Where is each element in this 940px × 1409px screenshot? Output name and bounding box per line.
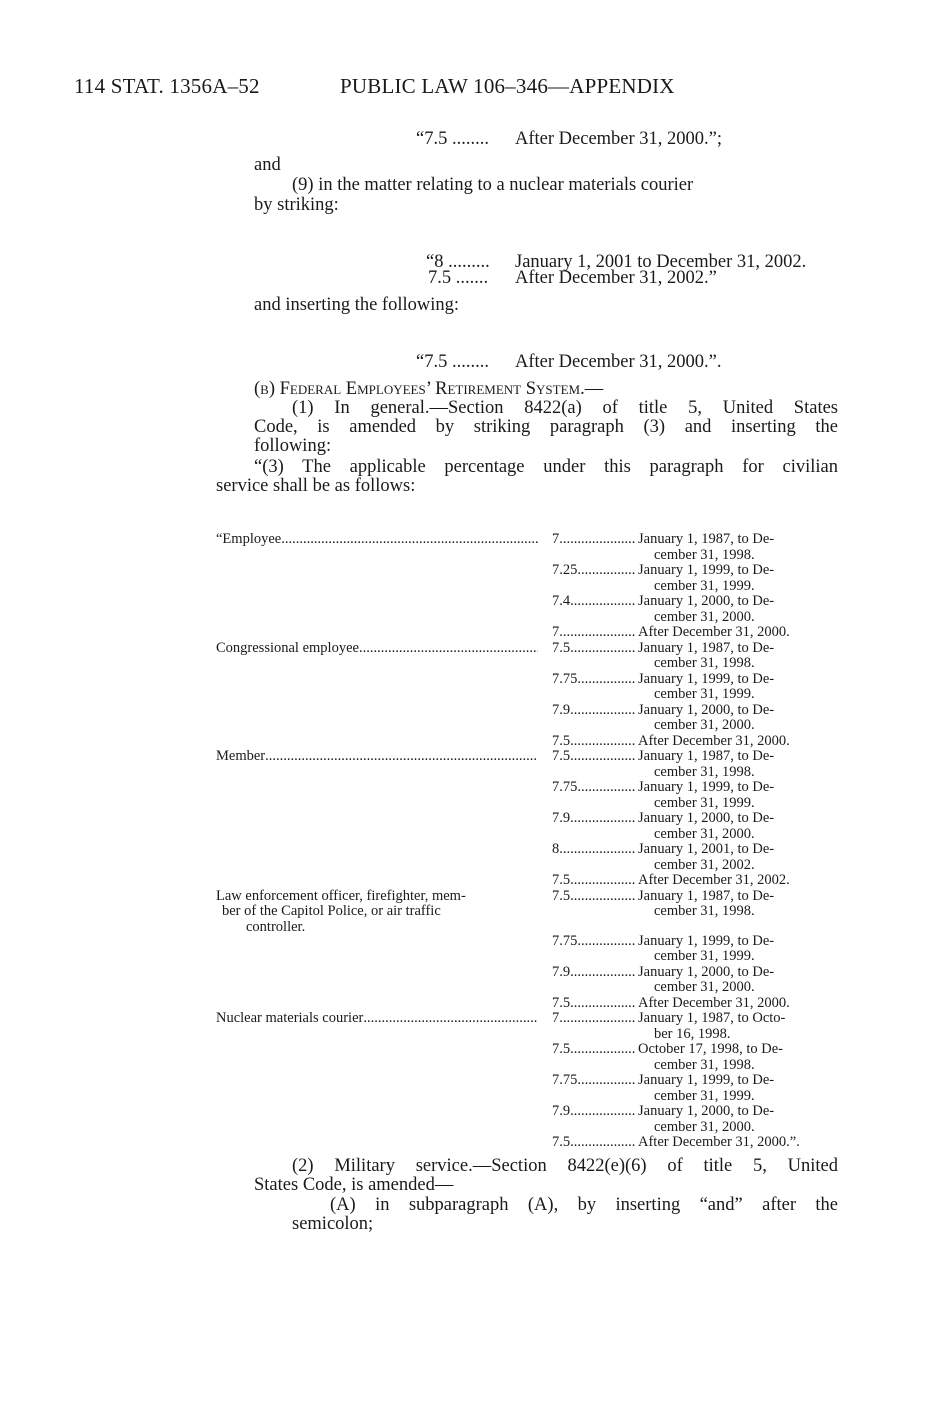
percentage-value: 7.75 (552, 670, 578, 687)
category-label: Member (216, 748, 266, 764)
period-line: January 1, 1999, to De- (638, 779, 775, 795)
percentage-cell (552, 873, 636, 889)
p1-line3: following: (254, 436, 332, 456)
table-row-category (216, 749, 538, 765)
category-label: Law enforcement officer, firefighter, mem- (216, 887, 466, 904)
dot-leader (570, 811, 636, 827)
percentage-value: 7.9 (552, 963, 571, 980)
dot-leader (570, 594, 636, 610)
category-label-cont: ber of the Capitol Police, or air traffic (222, 903, 441, 919)
dot-leader (559, 1011, 636, 1027)
percentage-value: 7.5 (552, 639, 571, 656)
dot-leader (281, 532, 538, 548)
dot-leader (577, 780, 636, 796)
percentage-cell (552, 749, 636, 765)
percentage-value: 7.5 (552, 1041, 571, 1057)
percentage-value: 7 (552, 531, 560, 547)
period-line-cont: cember 31, 1999. (654, 577, 755, 594)
table-row (216, 1135, 846, 1151)
period-cell (638, 780, 838, 811)
dot-leader (570, 734, 636, 750)
table-row-category (216, 1011, 538, 1027)
table-row (216, 780, 846, 811)
period-line-cont: cember 31, 2000. (654, 717, 755, 733)
dot-leader (570, 1135, 636, 1151)
period-line-cont: cember 31, 2000. (654, 825, 755, 842)
dot-leader (577, 1073, 636, 1089)
percentage-cell (552, 532, 636, 548)
percentage-cell (552, 734, 636, 750)
table-row (216, 641, 846, 672)
period-line-cont: cember 31, 2000. (654, 608, 755, 625)
subsection-b-heading: (b) Federal Employees’ Retirement System.— (254, 379, 604, 399)
percentage-value: 7.9 (552, 810, 571, 826)
period-line: January 1, 2000, to De- (638, 593, 775, 609)
dot-leader (570, 749, 636, 765)
table-row (216, 842, 846, 873)
percentage-cell (552, 1042, 636, 1058)
dot-leader (559, 625, 636, 641)
percentage-cell (552, 703, 636, 719)
percentage-cell (552, 625, 636, 641)
period-cell (638, 1073, 838, 1104)
period-cell (638, 749, 838, 780)
percentage-cell (552, 594, 636, 610)
period-cell (638, 1011, 838, 1042)
period-line: January 1, 1987, to De- (638, 887, 775, 904)
percentage-cell (552, 965, 636, 981)
p2-line1: (2) Military service.—Section 8422(e)(6) of title 5, United (292, 1156, 838, 1176)
dot-leader (570, 996, 636, 1012)
percentage-cell (552, 1104, 636, 1120)
category-label: Nuclear materials courier (216, 1010, 364, 1026)
table-row (216, 1104, 846, 1135)
percentage-value: 7.5 (552, 872, 571, 888)
strike-row1-pct: “8 ......... (426, 252, 490, 272)
dot-leader (570, 889, 636, 905)
period-cell (638, 934, 838, 965)
p1-line1: (1) In general.—Section 8422(a) of title 5, United States (292, 398, 838, 418)
period-cell (638, 641, 838, 672)
period-line-cont: cember 31, 2000. (654, 979, 755, 995)
period-line-cont: cember 31, 1999. (654, 794, 755, 811)
percentage-value: 7.5 (552, 887, 571, 904)
period-line: January 1, 2000, to De- (638, 963, 775, 980)
dot-leader (559, 842, 636, 858)
dot-leader (570, 1104, 636, 1120)
p3-line2: service shall be as follows: (216, 476, 416, 496)
period-line: January 1, 2001, to De- (638, 841, 775, 857)
table-row (216, 1073, 846, 1104)
pA-line2: semicolon; (292, 1214, 374, 1234)
dot-leader (363, 1011, 538, 1027)
table-row (216, 811, 846, 842)
table-row-category (216, 641, 538, 657)
page-running-title: PUBLIC LAW 106–346—APPENDIX (340, 74, 675, 98)
period-line: After December 31, 2002. (638, 872, 790, 888)
period-line: January 1, 1987, to Octo- (638, 1010, 786, 1026)
table-row (216, 934, 846, 965)
period-line-cont: ber 16, 1998. (654, 1025, 731, 1042)
dot-leader (570, 703, 636, 719)
percentage-cell (552, 811, 636, 827)
table-row (216, 563, 846, 594)
period-line: After December 31, 2000. (638, 624, 790, 640)
period-line: After December 31, 2000. (638, 994, 790, 1011)
period-line-cont: cember 31, 1998. (654, 903, 755, 919)
percentage-cell (552, 996, 636, 1012)
table-row (216, 965, 846, 996)
strike-row2-pct: 7.5 ....... (428, 268, 489, 288)
percentage-value: 7.5 (552, 748, 571, 764)
period-cell (638, 594, 838, 625)
dot-leader (577, 563, 636, 579)
period-cell (638, 563, 838, 594)
and-text: and (254, 155, 281, 175)
percentage-value: 7.5 (552, 994, 571, 1011)
dot-leader (577, 934, 636, 950)
dot-leader (570, 641, 636, 657)
table-row (216, 672, 846, 703)
percentage-cell (552, 889, 636, 905)
percentage-value: 7.4 (552, 593, 571, 609)
quote1-period: After December 31, 2000.”; (515, 129, 723, 149)
percentage-cell (552, 1073, 636, 1089)
percentage-value: 7.9 (552, 1103, 571, 1119)
dot-leader (570, 873, 636, 889)
table-row (216, 873, 846, 889)
page-stat-citation: 114 STAT. 1356A–52 (74, 74, 260, 98)
category-label: “Employee (216, 531, 282, 547)
percentage-value: 8 (552, 841, 560, 857)
table-row (216, 594, 846, 625)
table-row (216, 749, 846, 780)
period-line: January 1, 1987, to De- (638, 748, 775, 764)
period-line-cont: cember 31, 1999. (654, 948, 755, 964)
period-cell (638, 842, 838, 873)
period-line-cont: cember 31, 1999. (654, 1087, 755, 1104)
dot-leader (359, 641, 538, 657)
period-cell (638, 996, 838, 1012)
period-line: January 1, 1987, to De- (638, 531, 775, 547)
category-label-cont: controller. (246, 918, 306, 935)
dot-leader (265, 749, 538, 765)
period-cell (638, 1104, 838, 1135)
period-line: January 1, 2000, to De- (638, 810, 775, 826)
p3-line1: “(3) The applicable percentage under this paragraph for civilian (254, 457, 838, 477)
quote2-pct: “7.5 ........ (416, 352, 489, 372)
percentage-cell (552, 641, 636, 657)
period-line-cont: cember 31, 1998. (654, 1056, 755, 1073)
percentage-value: 7 (552, 1010, 560, 1026)
period-cell (638, 672, 838, 703)
period-line: After December 31, 2000.”. (638, 1134, 800, 1150)
percentage-cell (552, 934, 636, 950)
dot-leader (559, 532, 636, 548)
quote2-period: After December 31, 2000.”. (515, 352, 722, 372)
percentage-cell (552, 563, 636, 579)
period-line-cont: cember 31, 1998. (654, 546, 755, 563)
p2-line2: States Code, is amended— (254, 1175, 454, 1195)
dot-leader (577, 672, 636, 688)
period-cell (638, 532, 838, 563)
percentage-value: 7.75 (552, 779, 578, 795)
period-cell (638, 811, 838, 842)
percentage-cell (552, 842, 636, 858)
table-row (216, 996, 846, 1012)
period-cell (638, 889, 838, 920)
period-cell (638, 1135, 838, 1151)
period-line: January 1, 1987, to De- (638, 639, 775, 656)
period-line: January 1, 1999, to De- (638, 670, 775, 687)
dot-leader (570, 1042, 636, 1058)
percentage-value: 7.5 (552, 1134, 571, 1150)
period-cell (638, 625, 838, 641)
percentage-cell (552, 672, 636, 688)
percentage-value: 7.75 (552, 1072, 578, 1088)
dot-leader (570, 965, 636, 981)
period-cell (638, 873, 838, 889)
quote1-pct: “7.5 ........ (416, 129, 489, 149)
table-row-category (216, 532, 538, 548)
category-label: Congressional employee (216, 639, 359, 656)
period-line-cont: cember 31, 2000. (654, 1118, 755, 1135)
percentage-value: 7.25 (552, 562, 578, 578)
period-cell (638, 734, 838, 750)
para9-line2: by striking: (254, 195, 339, 215)
period-line: January 1, 1999, to De- (638, 1072, 775, 1088)
percentage-value: 7 (552, 624, 560, 640)
period-cell (638, 1042, 838, 1073)
period-line-cont: cember 31, 2002. (654, 856, 755, 873)
table-row-category (216, 889, 538, 936)
inserting-text: and inserting the following: (254, 295, 460, 315)
percentage-cell (552, 1135, 636, 1151)
percentage-value: 7.9 (552, 701, 571, 718)
period-line: October 17, 1998, to De- (638, 1041, 783, 1057)
pA-line1: (A) in subparagraph (A), by inserting “and” after the (330, 1195, 838, 1215)
table-row (216, 703, 846, 734)
p1-line2: Code, is amended by striking paragraph (3) and inserting the (254, 417, 838, 437)
period-line: After December 31, 2000. (638, 732, 790, 749)
table-row (216, 532, 846, 563)
table-row (216, 1042, 846, 1073)
period-cell (638, 703, 838, 734)
strike-row2-period: After December 31, 2002.” (515, 268, 717, 288)
period-line: January 1, 2000, to De- (638, 701, 775, 718)
period-line: January 1, 1999, to De- (638, 562, 775, 578)
table-row (216, 1011, 846, 1042)
para9-line1: (9) in the matter relating to a nuclear materials courier (292, 175, 694, 195)
table-row (216, 625, 846, 641)
percentage-value: 7.75 (552, 932, 578, 949)
strike-row1-period: January 1, 2001 to December 31, 2002. (515, 252, 807, 272)
table-row (216, 734, 846, 750)
percentage-table (216, 532, 846, 1151)
period-line: January 1, 2000, to De- (638, 1103, 775, 1119)
period-line: January 1, 1999, to De- (638, 932, 775, 949)
period-line-cont: cember 31, 1998. (654, 763, 755, 780)
percentage-cell (552, 780, 636, 796)
percentage-value: 7.5 (552, 732, 571, 749)
period-line-cont: cember 31, 1998. (654, 655, 755, 671)
period-cell (638, 965, 838, 996)
period-line-cont: cember 31, 1999. (654, 686, 755, 702)
table-row (216, 889, 846, 934)
percentage-cell (552, 1011, 636, 1027)
